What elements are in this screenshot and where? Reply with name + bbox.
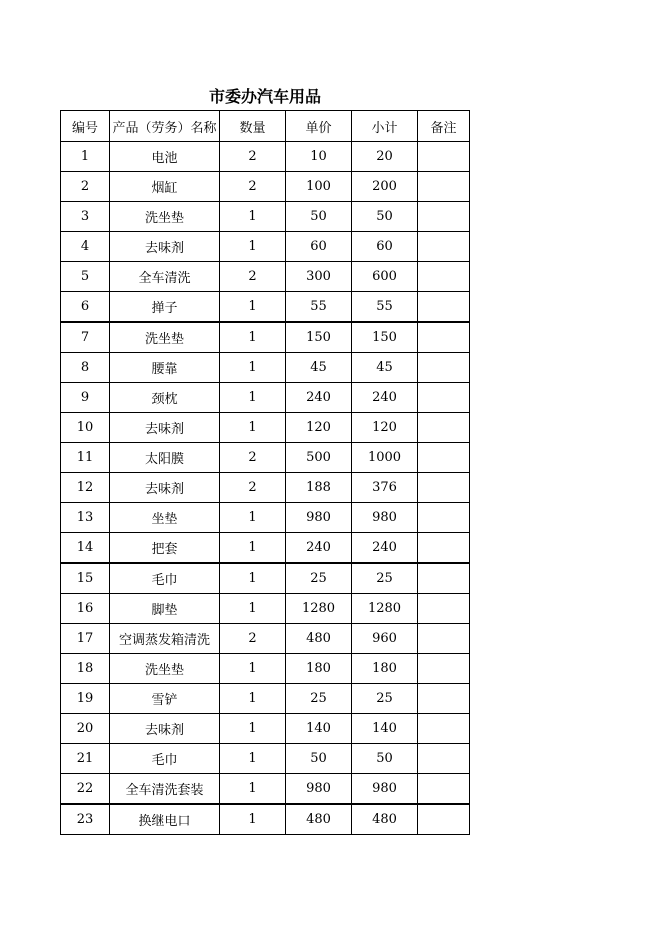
- cell-price[interactable]: 240: [286, 383, 352, 413]
- table-row: [61, 262, 470, 292]
- cell-qty[interactable]: 2: [220, 443, 286, 473]
- table-row: [61, 353, 470, 383]
- cell-name[interactable]: 颈枕: [110, 383, 220, 413]
- cell-subtotal[interactable]: 55: [352, 292, 418, 323]
- cell-subtotal[interactable]: 1000: [352, 443, 418, 473]
- cell-qty[interactable]: 1: [220, 383, 286, 413]
- cell-name[interactable]: 雪铲: [110, 684, 220, 714]
- cell-subtotal[interactable]: 180: [352, 654, 418, 684]
- cell-price[interactable]: 45: [286, 353, 352, 383]
- cell-qty[interactable]: 1: [220, 594, 286, 624]
- cell-no[interactable]: 16: [61, 594, 110, 624]
- cell-name[interactable]: 去味剂: [110, 714, 220, 744]
- cell-qty[interactable]: 1: [220, 533, 286, 564]
- cell-note[interactable]: [418, 714, 470, 744]
- header-subtotal[interactable]: 小计: [352, 111, 418, 142]
- cell-no[interactable]: 4: [61, 232, 110, 262]
- cell-no[interactable]: 8: [61, 353, 110, 383]
- cell-name[interactable]: 换继电口: [110, 804, 220, 835]
- table-row: [61, 563, 470, 594]
- cell-qty[interactable]: 1: [220, 563, 286, 594]
- cell-subtotal[interactable]: 240: [352, 533, 418, 564]
- cell-price[interactable]: 10: [286, 142, 352, 172]
- cell-subtotal[interactable]: 50: [352, 202, 418, 232]
- cell-subtotal[interactable]: 240: [352, 383, 418, 413]
- cell-subtotal[interactable]: 1280: [352, 594, 418, 624]
- table-row: [61, 473, 470, 503]
- table-row: [61, 322, 470, 353]
- cell-name[interactable]: 脚垫: [110, 594, 220, 624]
- sheet-title: 市委办汽车用品: [208, 87, 321, 106]
- cell-subtotal[interactable]: 200: [352, 172, 418, 202]
- cell-no[interactable]: 6: [61, 292, 110, 323]
- cell-name[interactable]: 洗坐垫: [110, 202, 220, 232]
- cell-no[interactable]: 18: [61, 654, 110, 684]
- cell-name[interactable]: 坐垫: [110, 503, 220, 533]
- header-no[interactable]: 编号: [61, 111, 110, 142]
- cell-note[interactable]: [418, 654, 470, 684]
- cell-subtotal[interactable]: 45: [352, 353, 418, 383]
- cell-subtotal[interactable]: 120: [352, 413, 418, 443]
- cell-subtotal[interactable]: 50: [352, 744, 418, 774]
- cell-price[interactable]: 25: [286, 684, 352, 714]
- cell-price[interactable]: 150: [286, 322, 352, 353]
- cell-price[interactable]: 140: [286, 714, 352, 744]
- cell-qty[interactable]: 1: [220, 744, 286, 774]
- cell-no[interactable]: 17: [61, 624, 110, 654]
- cell-price[interactable]: 60: [286, 232, 352, 262]
- cell-name[interactable]: 掸子: [110, 292, 220, 323]
- cell-note[interactable]: [418, 594, 470, 624]
- cell-name[interactable]: 电池: [110, 142, 220, 172]
- cell-qty[interactable]: 1: [220, 232, 286, 262]
- table-row: [61, 774, 470, 805]
- table-body: [61, 142, 470, 835]
- cell-name[interactable]: 洗坐垫: [110, 322, 220, 353]
- table-row: [61, 172, 470, 202]
- cell-note[interactable]: [418, 443, 470, 473]
- cell-qty[interactable]: 1: [220, 714, 286, 744]
- cell-no[interactable]: 10: [61, 413, 110, 443]
- cell-subtotal[interactable]: 25: [352, 684, 418, 714]
- cell-note[interactable]: [418, 262, 470, 292]
- cell-note[interactable]: [418, 142, 470, 172]
- cell-note[interactable]: [418, 563, 470, 594]
- cell-note[interactable]: [418, 202, 470, 232]
- header-price[interactable]: 单价: [286, 111, 352, 142]
- cell-name[interactable]: 全车清洗套装: [110, 774, 220, 805]
- table-row: [61, 744, 470, 774]
- cell-no[interactable]: 22: [61, 774, 110, 805]
- header-qty[interactable]: 数量: [220, 111, 286, 142]
- cell-note[interactable]: [418, 232, 470, 262]
- cell-price[interactable]: 55: [286, 292, 352, 323]
- cell-subtotal[interactable]: 20: [352, 142, 418, 172]
- cell-price[interactable]: 480: [286, 624, 352, 654]
- cell-no[interactable]: 14: [61, 533, 110, 564]
- cell-price[interactable]: 50: [286, 202, 352, 232]
- cell-name[interactable]: 太阳膜: [110, 443, 220, 473]
- cell-no[interactable]: 2: [61, 172, 110, 202]
- table-row: [61, 142, 470, 172]
- cell-note[interactable]: [418, 292, 470, 323]
- cell-subtotal[interactable]: 960: [352, 624, 418, 654]
- cell-note[interactable]: [418, 533, 470, 564]
- cell-qty[interactable]: 2: [220, 262, 286, 292]
- cell-name[interactable]: 去味剂: [110, 473, 220, 503]
- table-row: [61, 383, 470, 413]
- cell-price[interactable]: 240: [286, 533, 352, 564]
- table-row: [61, 503, 470, 533]
- cell-no[interactable]: 19: [61, 684, 110, 714]
- cell-subtotal[interactable]: 600: [352, 262, 418, 292]
- cell-qty[interactable]: 1: [220, 202, 286, 232]
- cell-qty[interactable]: 2: [220, 473, 286, 503]
- cell-note[interactable]: [418, 413, 470, 443]
- cell-price[interactable]: 1280: [286, 594, 352, 624]
- cell-name[interactable]: 全车清洗: [110, 262, 220, 292]
- cell-subtotal[interactable]: 150: [352, 322, 418, 353]
- table-row: [61, 533, 470, 564]
- cell-qty[interactable]: 1: [220, 684, 286, 714]
- table-row: [61, 443, 470, 473]
- cell-no[interactable]: 5: [61, 262, 110, 292]
- cell-note[interactable]: [418, 744, 470, 774]
- table-row: [61, 232, 470, 262]
- cell-subtotal[interactable]: 25: [352, 563, 418, 594]
- cell-subtotal[interactable]: 980: [352, 774, 418, 805]
- cell-price[interactable]: 480: [286, 804, 352, 835]
- cell-qty[interactable]: 1: [220, 774, 286, 805]
- cell-no[interactable]: 20: [61, 714, 110, 744]
- cell-qty[interactable]: 1: [220, 292, 286, 323]
- cell-price[interactable]: 100: [286, 172, 352, 202]
- cell-name[interactable]: 把套: [110, 533, 220, 564]
- table-row: [61, 292, 470, 323]
- cell-note[interactable]: [418, 804, 470, 835]
- cell-note[interactable]: [418, 774, 470, 805]
- cell-subtotal[interactable]: 480: [352, 804, 418, 835]
- cell-qty[interactable]: 1: [220, 353, 286, 383]
- cell-no[interactable]: 9: [61, 383, 110, 413]
- cell-price[interactable]: 980: [286, 774, 352, 805]
- cell-subtotal[interactable]: 60: [352, 232, 418, 262]
- table-row: [61, 654, 470, 684]
- cell-name[interactable]: 去味剂: [110, 232, 220, 262]
- cell-qty[interactable]: 1: [220, 654, 286, 684]
- cell-price[interactable]: 300: [286, 262, 352, 292]
- header-note[interactable]: 备注: [418, 111, 470, 142]
- cell-no[interactable]: 3: [61, 202, 110, 232]
- cell-price[interactable]: 120: [286, 413, 352, 443]
- cell-qty[interactable]: 1: [220, 804, 286, 835]
- cell-price[interactable]: 980: [286, 503, 352, 533]
- cell-price[interactable]: 188: [286, 473, 352, 503]
- cell-no[interactable]: 23: [61, 804, 110, 835]
- cell-qty[interactable]: 2: [220, 142, 286, 172]
- table-row: [61, 684, 470, 714]
- cell-price[interactable]: 500: [286, 443, 352, 473]
- cell-price[interactable]: 180: [286, 654, 352, 684]
- table-row: [61, 714, 470, 744]
- cell-note[interactable]: [418, 624, 470, 654]
- cell-name[interactable]: 腰靠: [110, 353, 220, 383]
- cell-qty[interactable]: 2: [220, 172, 286, 202]
- cell-no[interactable]: 15: [61, 563, 110, 594]
- table-row: [61, 594, 470, 624]
- cell-note[interactable]: [418, 684, 470, 714]
- cell-note[interactable]: [418, 503, 470, 533]
- cell-subtotal[interactable]: 980: [352, 503, 418, 533]
- cell-no[interactable]: 7: [61, 322, 110, 353]
- cell-qty[interactable]: 2: [220, 624, 286, 654]
- cell-qty[interactable]: 1: [220, 503, 286, 533]
- table-row: [61, 413, 470, 443]
- cell-no[interactable]: 21: [61, 744, 110, 774]
- cell-no[interactable]: 11: [61, 443, 110, 473]
- cell-subtotal[interactable]: 140: [352, 714, 418, 744]
- table-row: [61, 804, 470, 835]
- cell-note[interactable]: [418, 353, 470, 383]
- cell-qty[interactable]: 1: [220, 413, 286, 443]
- purchase-table: [60, 110, 470, 835]
- cell-note[interactable]: [418, 473, 470, 503]
- table-row: [61, 624, 470, 654]
- cell-name[interactable]: 烟缸: [110, 172, 220, 202]
- cell-no[interactable]: 12: [61, 473, 110, 503]
- cell-name[interactable]: 毛巾: [110, 744, 220, 774]
- cell-no[interactable]: 1: [61, 142, 110, 172]
- cell-name[interactable]: 去味剂: [110, 413, 220, 443]
- cell-qty[interactable]: 1: [220, 322, 286, 353]
- cell-note[interactable]: [418, 322, 470, 353]
- cell-price[interactable]: 50: [286, 744, 352, 774]
- header-name[interactable]: 产品（劳务）名称: [110, 111, 220, 142]
- cell-price[interactable]: 25: [286, 563, 352, 594]
- header-row: [61, 111, 470, 142]
- cell-no[interactable]: 13: [61, 503, 110, 533]
- cell-note[interactable]: [418, 383, 470, 413]
- cell-name[interactable]: 洗坐垫: [110, 654, 220, 684]
- cell-name[interactable]: 空调蒸发箱清洗: [110, 624, 220, 654]
- cell-name[interactable]: 毛巾: [110, 563, 220, 594]
- cell-subtotal[interactable]: 376: [352, 473, 418, 503]
- cell-note[interactable]: [418, 172, 470, 202]
- table-row: [61, 202, 470, 232]
